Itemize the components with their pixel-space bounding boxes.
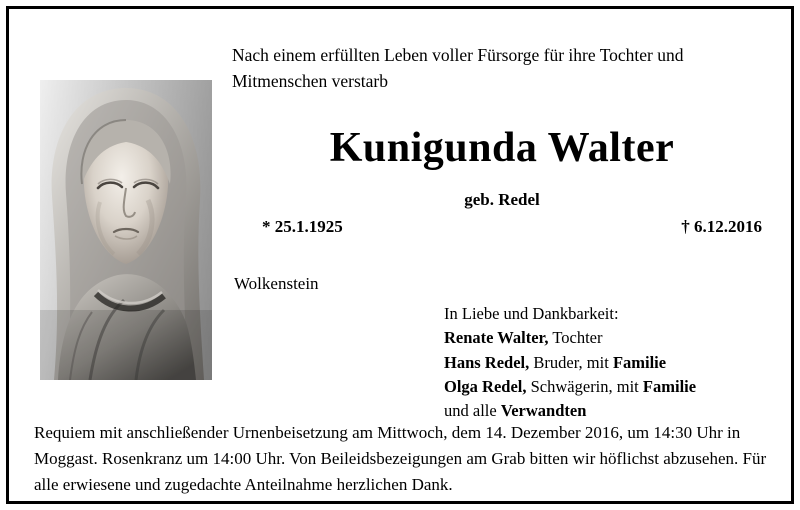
family-member-name: Hans Redel, [444,352,530,372]
family-member-name: Olga Redel, [444,376,527,396]
family-member [444,351,774,375]
family-member-relation-bold: Verwandten [500,401,587,420]
family-member-relation: und alle [444,401,501,420]
family-block [444,302,774,423]
family-member [444,375,774,399]
deceased-name: Kunigunda Walter [329,125,675,171]
place-of-residence: Wolkenstein [234,274,319,293]
card-content [12,12,788,498]
family-member-relation: Tochter [548,328,603,348]
family-member-relation-bold: Familie [612,352,667,372]
family-member-relation: Schwägerin, mit [526,376,643,396]
life-dates [262,217,762,237]
maiden-name: geb. Redel [464,190,540,209]
family-member [444,326,774,350]
death-date: † 6.12.2016 [681,217,762,236]
family-member-relation-bold: Familie [642,376,697,396]
family-member-relation: Bruder, mit [529,352,613,372]
intro-text: Nach einem erfüllten Leben voller Fürsorge für ihre Tochter und Mitmenschen verstarb [232,45,684,92]
service-details: Requiem mit anschließender Urnenbeisetzung am Mittwoch, dem 14. Dezember 2016, um 14:30 Uhr in Moggast. Rosenkranz um 14:00 Uhr. Von Beileidsbezeigungen am Grab bitten wir höflichst abzusehen. Für alle erwiesene und zugedachte Anteilnahme herzlichen Dank. [34,423,767,494]
family-lead: In Liebe und Dankbarkeit: [444,304,619,323]
birth-date: * 25.1.1925 [262,217,343,236]
madonna-portrait-image [40,80,212,380]
family-member-name: Renate Walter, [444,328,549,348]
